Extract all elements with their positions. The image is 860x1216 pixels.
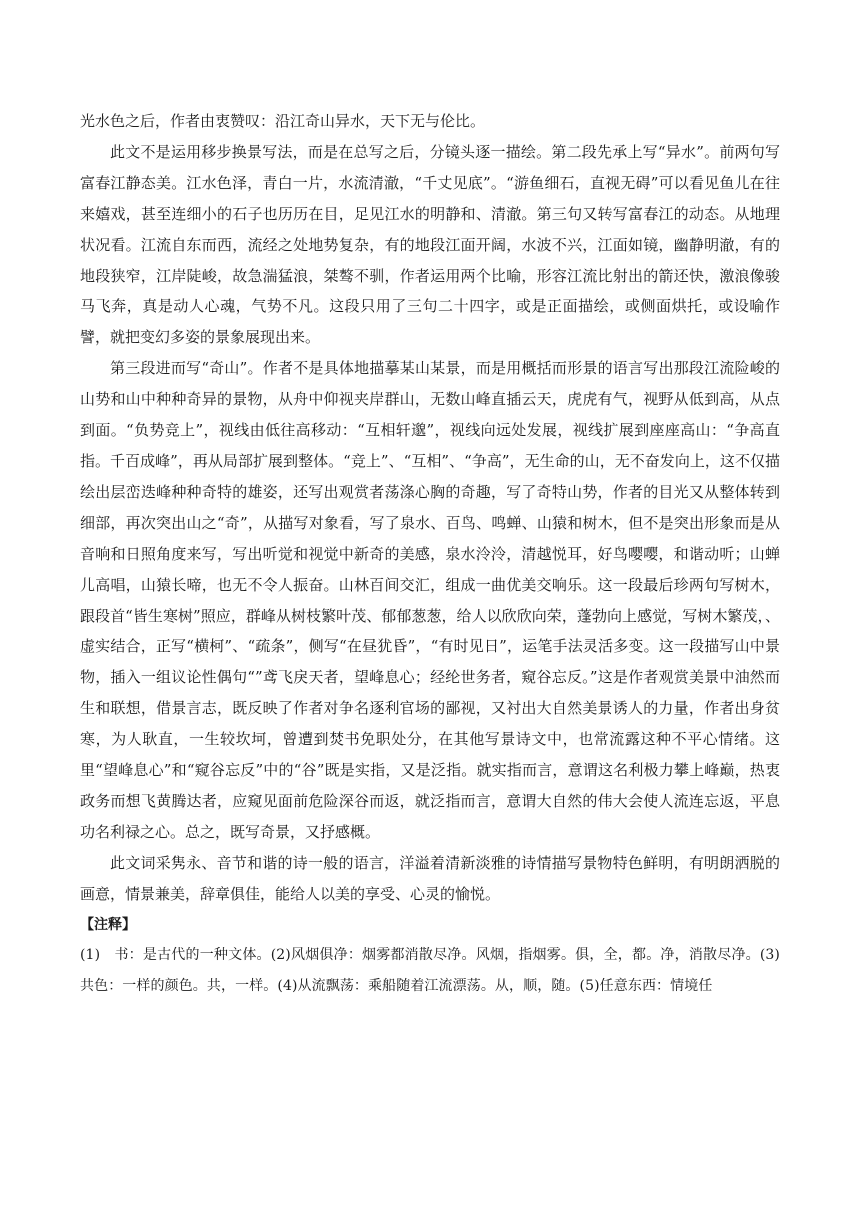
paragraph-language-summary: 此文词采隽永、音节和谐的诗一般的语言，洋溢着清新淡雅的诗情描写景物特色鲜明，有明朗洒脱的画意，情景兼美，辞章俱佳，能给人以美的享受、心灵的愉悦。 xyxy=(80,853,780,903)
notes-heading: 【注释】 xyxy=(80,916,136,933)
document-page xyxy=(80,106,780,1001)
paragraph-continuation: 光水色之后，作者由衷赞叹：沿江奇山异水，天下无与伦比。 xyxy=(80,112,486,130)
paragraph-water-analysis: 此文不是运用移步换景写法，而是在总写之后，分镜头逐一描绘。第二段先承上写“异水”。前两句写富春江静态美。江水色泽，青白一片，水流清澈，“千丈见底”。“游鱼细石，直视无碍”可以看见鱼儿在往来嬉戏，甚至连细小的石子也历历在目，足见江水的明静和、清澈。第三句又转写富春江的动态。从地理状况看。江流自东而西，流经之处地势复杂，有的地段江面开阔，水波不兴，江面如镜，幽静明澈，有的地段狭窄，江岸陡峻，故急湍猛浪，桀骜不驯，作者运用两个比喻，形容江流比射出的箭还快，激浪像骏马飞奔，真是动人心魂，气势不凡。这段只用了三句二十四字，或是正面描绘，或侧面烘托，或设喻作譬，就把变幻多姿的景象展现出来。 xyxy=(80,142,780,347)
paragraph-mountain-analysis: 第三段进而写“奇山”。作者不是具体地描摹某山某景，而是用概括而形景的语言写出那段江流险峻的山势和山中种种奇异的景物，从舟中仰视夹岸群山，无数山峰直插云天，虎虎有气，视野从低到高，从点到面。“负势竞上”，视线由低往高移动：“互相轩邈”，视线向远处发展，视线扩展到座座高山：“争高直指。千百成峰”，再从局部扩展到整体。“竞上”、“互相”、“争高”，无生命的山，无不奋发向上，这不仅描绘出层峦迭峰种种奇特的雄姿，还写出观赏者荡涤心胸的奇趣，写了奇特山势，作者的目光又从整体转到细部，再次突出山之“奇”，从描写对象看，写了泉水、百鸟、鸣蝉、山猿和树木，但不是突出形象而是从音响和日照角度来写，写出听觉和视觉中新奇的美感，泉水泠泠，清越悦耳，好鸟嘤嘤，和谐动听；山蝉儿高唱，山猿长啼，也无不令人振奋。山林百间交汇，组成一曲优美交响乐。这一段最后珍两句写树木，跟段首“皆生寒树”照应，群峰从树枝繁叶茂、郁郁葱葱，给人以欣欣向荣，蓬勃向上感觉，写树木繁茂，、虚实结合，正写“横柯”、“疏条”，侧写“在昼犹昏”，“有时见日”，运笔手法灵活多变。这一段描写山中景物，插入一组议论性偶句“”鸢飞戾天者，望峰息心；经纶世务者，窥谷忘反。”这是作者观赏美景中油然而生和联想，借景言志，既反映了作者对争名逐利官场的鄙视，又衬出大自然美景诱人的力量，作者出身贫寒，为人耿直，一生较坎坷，曾遭到焚书免职处分，在其他写景诗文中，也常流露这种不平心情绪。这里“望峰息心”和“窥谷忘反”中的“谷”既是实指，又是泛指。就实指而言，意谓这名利极力攀上峰巅，热衷政务而想飞黄腾达者，应窥见面前危险深谷而返，就泛指而言，意谓大自然的伟大会使人流连忘返，平息功名利禄之心。总之，既写奇景，又抒感概。 xyxy=(80,359,780,841)
notes-text: (1) 书：是古代的一种文体。(2)风烟俱净：烟雾都消散尽净。风烟，指烟雾。俱，全，都。净，消散尽净。(3)共色：一样的颜色。共，一样。(4)从流飘荡：乘船随着江流漂荡。从，顺，随。(5)任意东西：情境任 xyxy=(80,947,780,994)
